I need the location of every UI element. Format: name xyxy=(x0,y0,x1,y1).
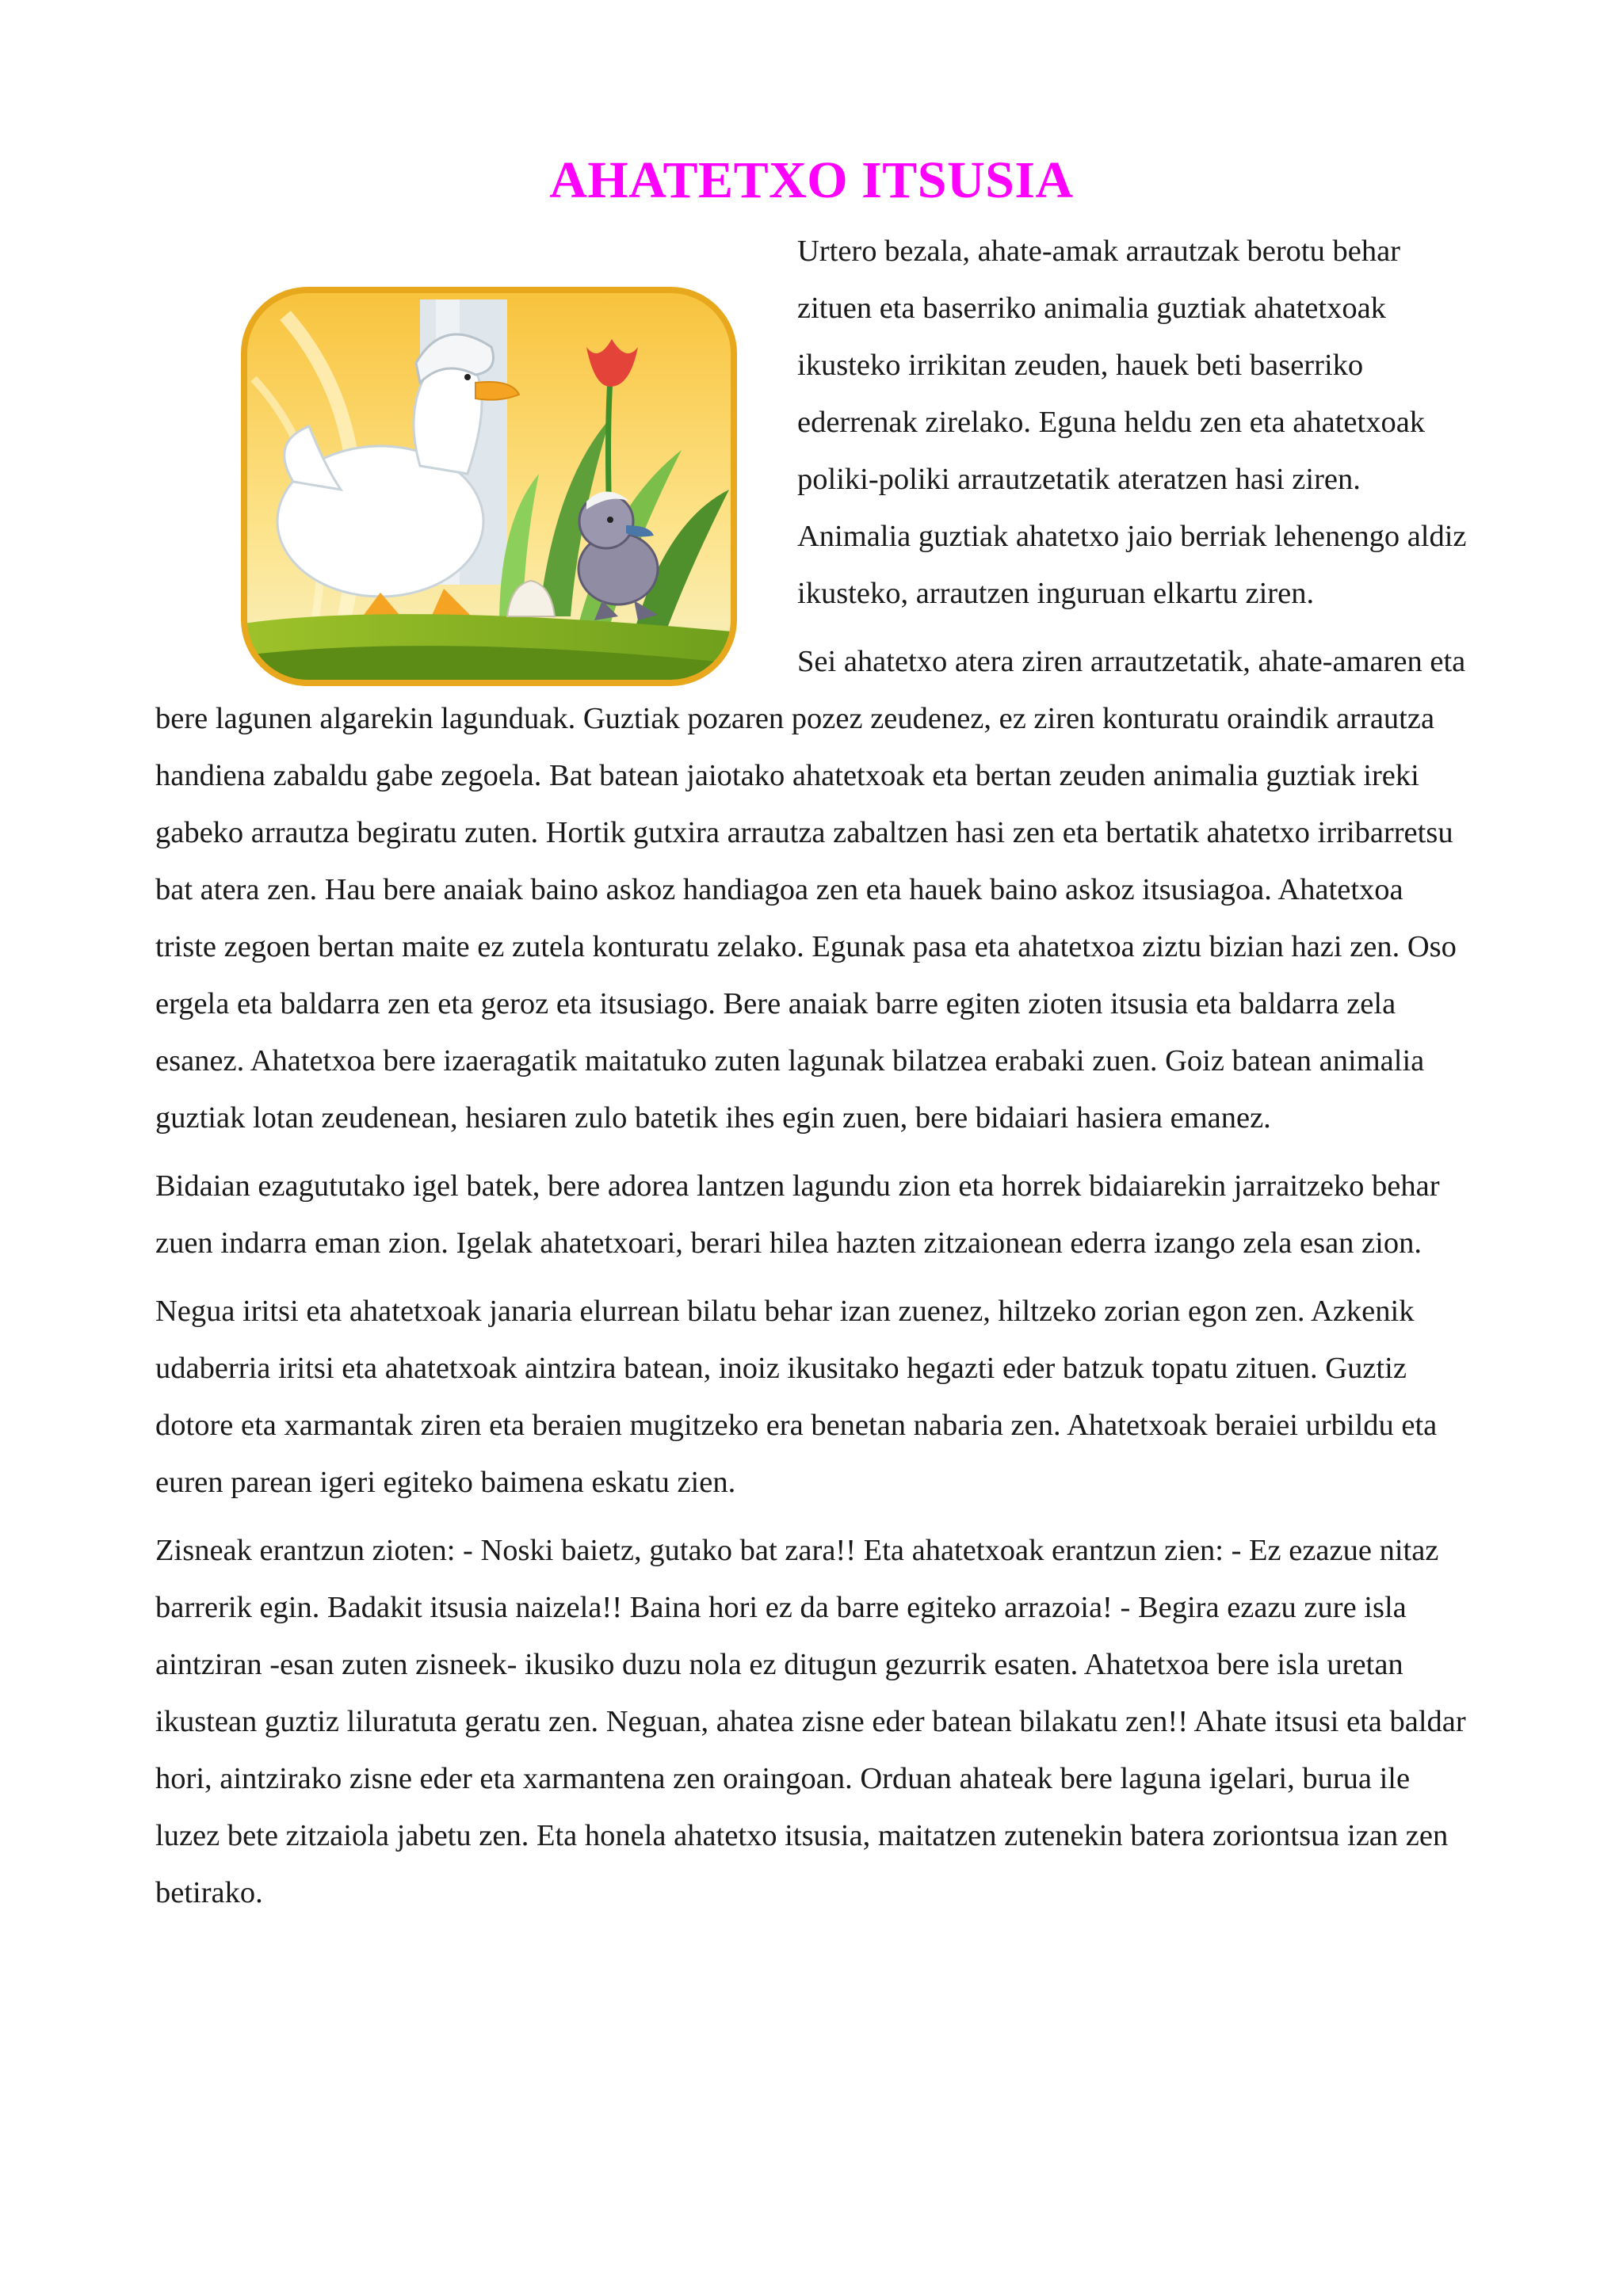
paragraph-4: Negua iritsi eta ahatetxoak janaria elurrean bilatu behar izan zuenez, hiltzeko zorian egon zen. Azkenik udaberria iritsi eta ahatetxoak aintzira batean, inoiz ikusitako hegazti eder batzuk topatu zituen. Guztiz dotore eta xarmantak ziren eta beraien mugitzeko era benetan nabaria zen. Ahatetxoak beraiei urbildu eta euren parean igeri egiteko baimena eskatu zien. xyxy=(155,1295,1438,1499)
story-text xyxy=(155,223,1471,1932)
paragraph-5: Zisneak erantzun zioten: - Noski baietz, gutako bat zara!! Eta ahatetxoak erantzun zien: - Ez ezazue nitaz barrerik egin. Badakit itsusia naizela!! Baina hori ez da barre egiteko arrazoia! - Begira ezazu zure isla aintziran -esan zuten zisneek- ikusiko duzu nola ez ditugun gezurrik esaten. Ahatetxoa bere isla uretan ikustean guztiz liluratuta geratu zen. Neguan, ahatea zisne eder batean bilakatu zen!! Ahate itsusi eta baldar hori, aintzirako zisne eder eta xarmantena zen oraingoan. Orduan ahateak bere laguna igelari, burua ile luzez bete zitzaiola jabetu zen. Eta honela ahatetxo itsusia, maitatzen zutenekin batera zoriontsua izan zen betirako. xyxy=(155,1534,1466,1909)
paragraph-2: Sei ahatetxo atera ziren arrautzetatik, ahate-amaren eta bere lagunen algarekin lagunduak. Guztiak pozaren pozez zeudenez, ez ziren konturatu oraindik arrautza handiena zabaldu gabe zegoela. Bat batean jaiotako ahatetxoak eta bertan zeuden animalia guztiak ireki gabeko arrautza begiratu zuten. Hortik gutxira arrautza zabaltzen hasi zen eta bertatik ahatetxo irribarretsu bat atera zen. Hau bere anaiak baino askoz handiagoa zen eta hauek baino askoz itsusiagoa. Ahatetxoa triste zegoen bertan maite ez zutela konturatu zelako. Egunak pasa eta ahatetxoa ziztu bizian hazi zen. Oso ergela eta baldarra zen eta geroz eta itsusiago. Bere anaiak barre egiten zioten itsusia eta baldarra zela esanez. Ahatetxoa bere izaeragatik maitatuko zuten lagunak bilatzea erabaki zuen. Goiz batean animalia guztiak lotan zeudenean, hesiaren zulo batetik ihes egin zuen, bere bidaiari hasiera emanez. xyxy=(155,645,1466,1135)
image-spacer xyxy=(155,223,797,690)
paragraph-1: Urtero bezala, ahate-amak arrautzak berotu behar zituen eta baserriko animalia guztiak ahatetxoak ikusteko irrikitan zeuden, hauek beti baserriko ederrenak zirelako. Eguna heldu zen eta ahatetxoak poliki-poliki arrautzetatik ateratzen hasi ziren. Animalia guztiak ahatetxo jaio berriak lehenengo aldiz ikusteko, arrautzen inguruan elkartu ziren. xyxy=(797,235,1467,610)
page-title: AHATETXO ITSUSIA xyxy=(549,151,1074,209)
paragraph-3: Bidaian ezagututako igel batek, bere adorea lantzen lagundu zion eta horrek bidaiarekin jarraitzeko behar zuen indarra eman zion. Igelak ahatetxoari, berari hilea hazten zitzaionean ederra izango zela esan zion. xyxy=(155,1169,1440,1260)
